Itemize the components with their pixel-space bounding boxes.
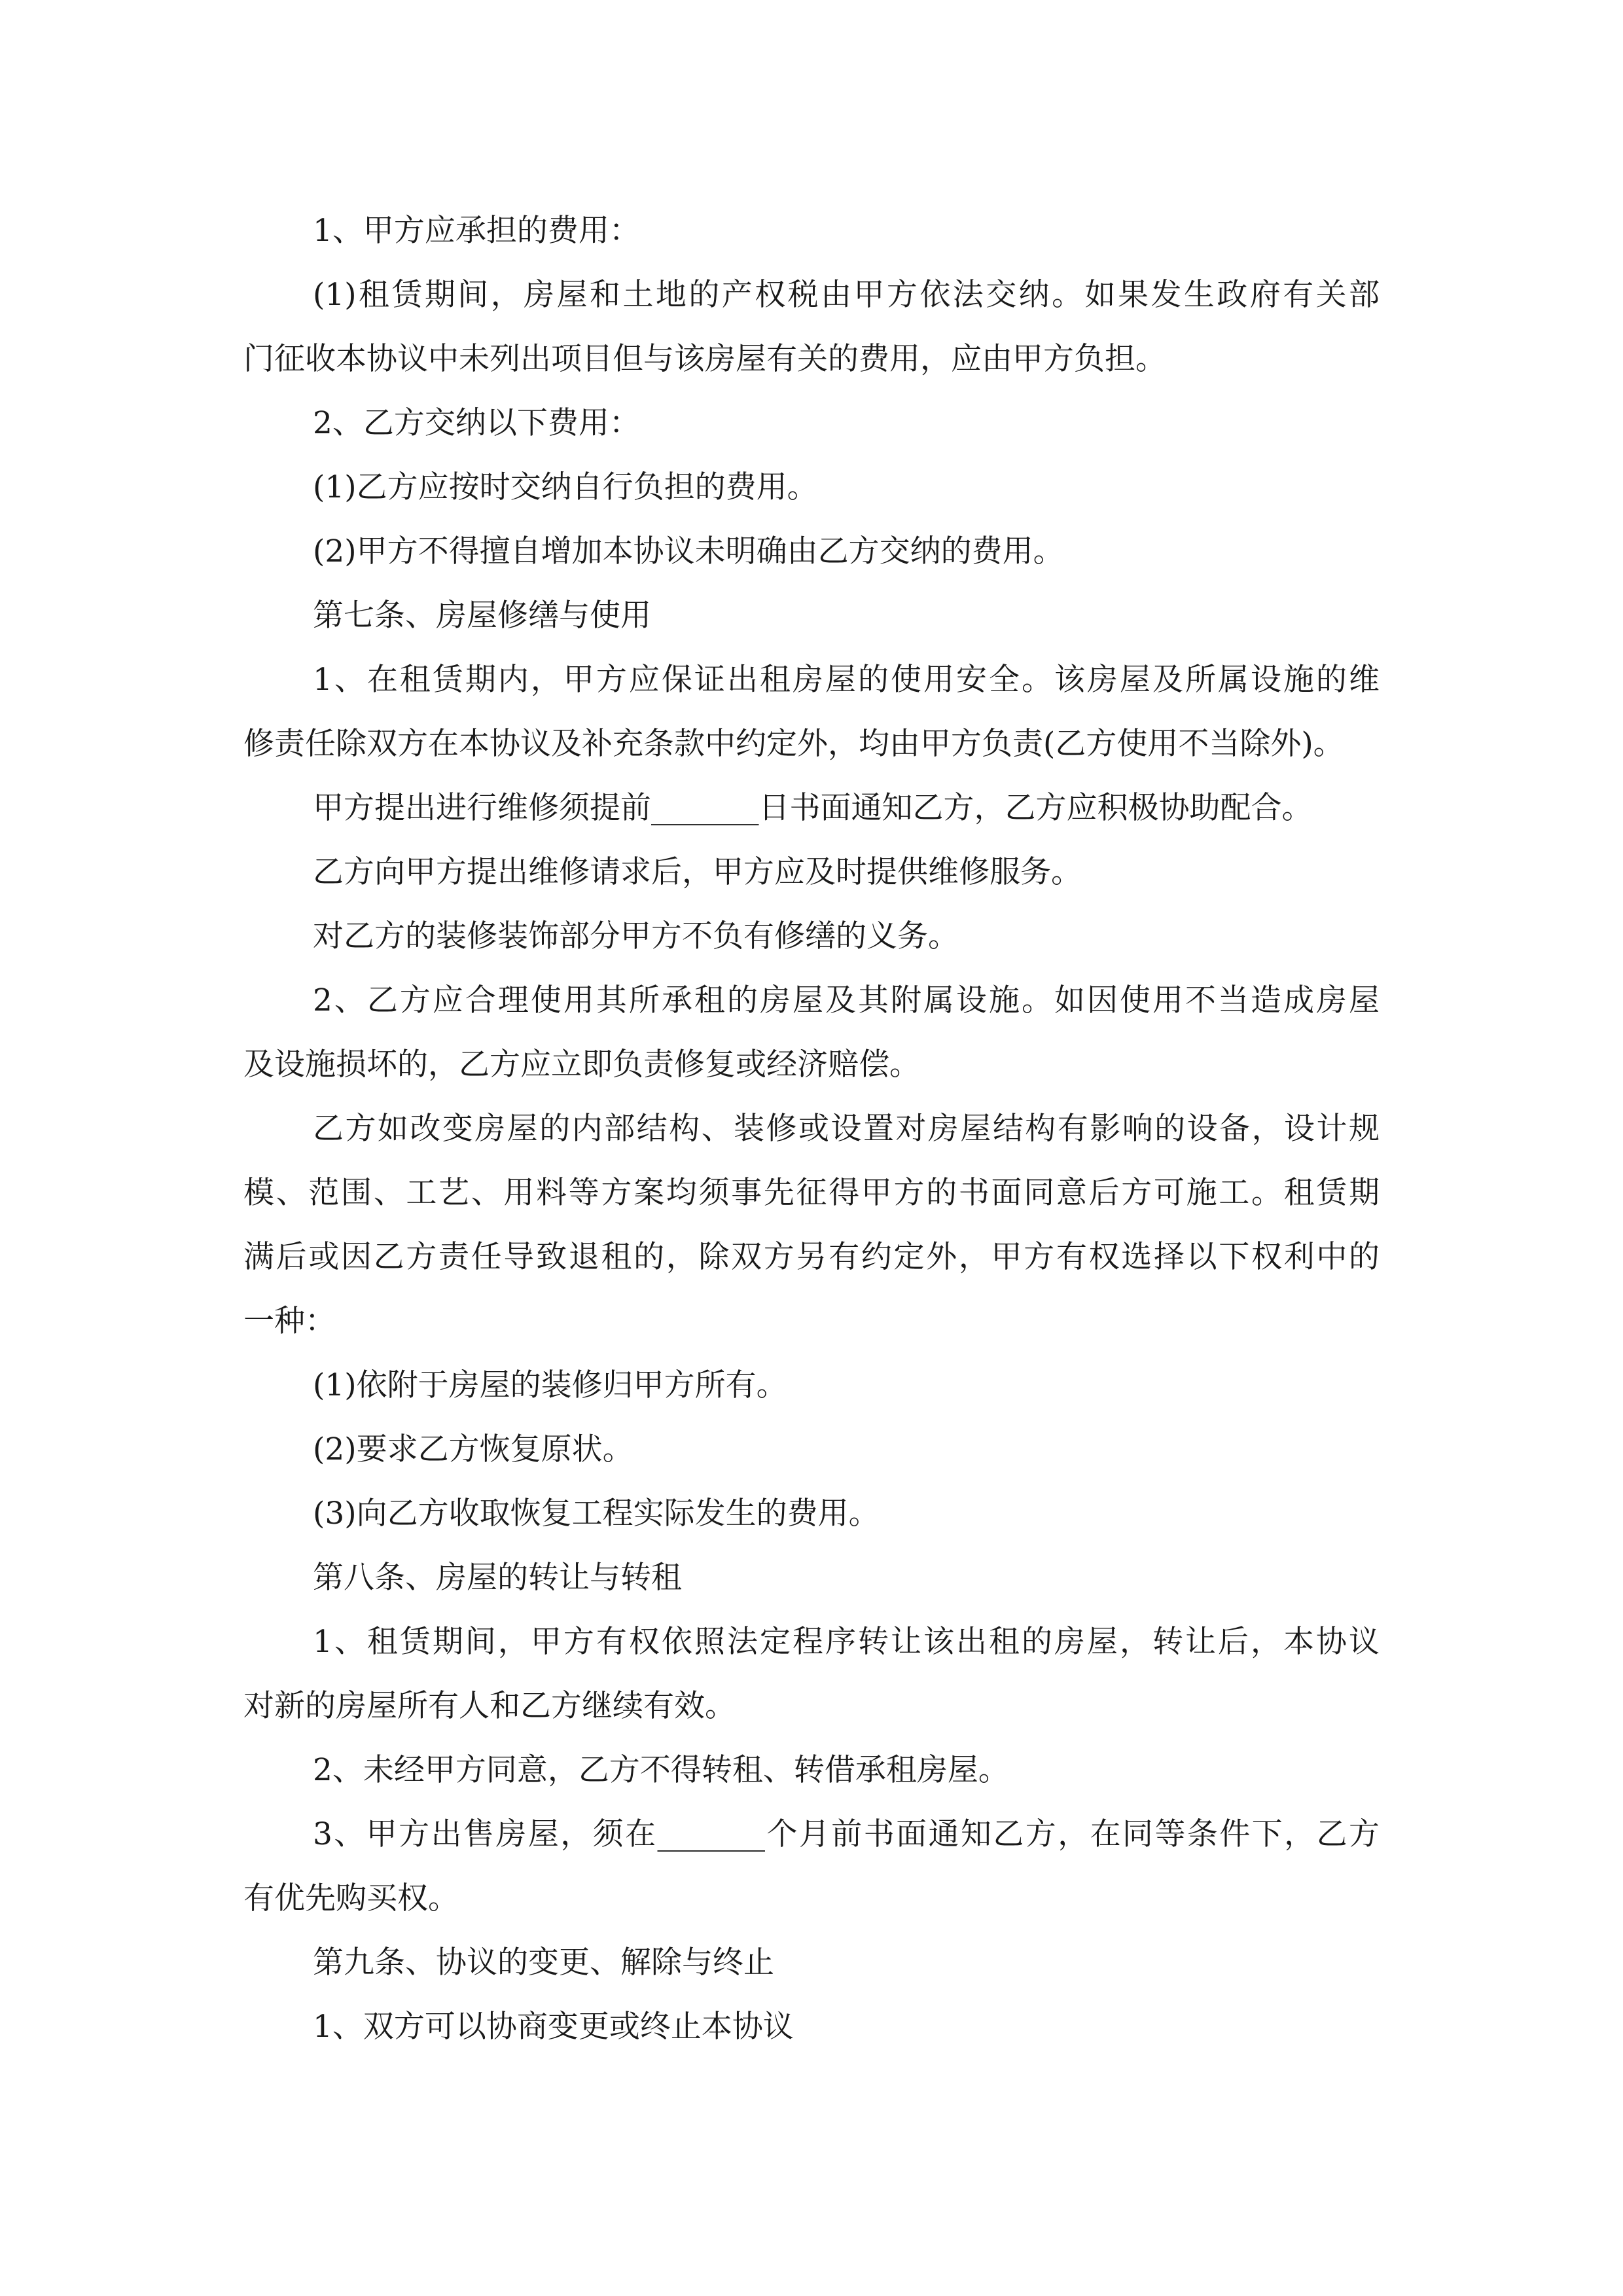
text-line: 1、在租赁期内，甲方应保证出租房屋的使用安全。该房屋及所属设施的维 <box>313 662 1380 698</box>
text-line: 修责任除双方在本协议及补充条款中约定外，均由甲方负责(乙方使用不当除外)。 <box>243 726 1344 762</box>
text-line: 对新的房屋所有人和乙方继续有效。 <box>243 1688 736 1724</box>
text-line: 2、乙方交纳以下费用： <box>313 405 640 441</box>
section-heading <box>243 1931 1380 1995</box>
clause-paragraph <box>243 263 1380 391</box>
clause-paragraph <box>243 391 1380 456</box>
clause-paragraph <box>243 1418 1380 1482</box>
clause-paragraph <box>243 1610 1380 1738</box>
text-line: 及设施损坏的，乙方应立即负责修复或经济赔偿。 <box>243 1047 920 1083</box>
text-line: (2)甲方不得擅自增加本协议未明确由乙方交纳的费用。 <box>313 533 1064 569</box>
text-line: (3)向乙方收取恢复工程实际发生的费用。 <box>313 1496 880 1532</box>
text-line: (1)依附于房屋的装修归甲方所有。 <box>313 1367 787 1403</box>
text-line: 第九条、协议的变更、解除与终止 <box>313 1945 774 1981</box>
clause-paragraph <box>243 776 1380 840</box>
clause-paragraph <box>243 1803 1380 1931</box>
text-line: 第八条、房屋的转让与转租 <box>313 1560 682 1596</box>
clause-paragraph <box>243 905 1380 969</box>
clause-paragraph <box>243 1738 1380 1803</box>
text-line: 2、未经甲方同意，乙方不得转租、转借承租房屋。 <box>313 1752 1009 1788</box>
clause-paragraph <box>243 1482 1380 1546</box>
clause-paragraph <box>243 520 1380 584</box>
text-line: 对乙方的装修装饰部分甲方不负有修缮的义务。 <box>313 918 959 954</box>
clause-paragraph <box>243 648 1380 776</box>
text-line: 模、范围、工艺、用料等方案均须事先征得甲方的书面同意后方可施工。租赁期 <box>243 1175 1380 1211</box>
text-line: (1)租赁期间，房屋和土地的产权税由甲方依法交纳。如果发生政府有关部 <box>313 277 1380 313</box>
clause-paragraph <box>243 1995 1380 2059</box>
section-heading <box>243 584 1380 648</box>
clause-paragraph <box>243 969 1380 1097</box>
clause-paragraph <box>243 1354 1380 1418</box>
text-line: 门征收本协议中未列出项目但与该房屋有关的费用，应由甲方负担。 <box>243 341 1166 377</box>
text-line: 1、租赁期间，甲方有权依照法定程序转让该出租的房屋，转让后，本协议 <box>313 1624 1380 1660</box>
clause-paragraph <box>243 199 1380 263</box>
clause-paragraph <box>243 1097 1380 1354</box>
text-line: (2)要求乙方恢复原状。 <box>313 1431 633 1467</box>
clause-paragraph <box>243 456 1380 520</box>
text-line: (1)乙方应按时交纳自行负担的费用。 <box>313 469 818 505</box>
text-line: 3、甲方出售房屋，须在_______个月前书面通知乙方，在同等条件下，乙方 <box>313 1816 1380 1852</box>
text-line: 1、甲方应承担的费用： <box>313 213 640 249</box>
section-heading <box>243 1546 1380 1610</box>
text-line: 1、双方可以协商变更或终止本协议 <box>313 2009 794 2045</box>
text-line: 甲方提出进行维修须提前_______日书面通知乙方，乙方应积极协助配合。 <box>313 790 1313 826</box>
text-line: 乙方向甲方提出维修请求后，甲方应及时提供维修服务。 <box>313 854 1082 890</box>
text-line: 乙方如改变房屋的内部结构、装修或设置对房屋结构有影响的设备，设计规 <box>313 1111 1380 1147</box>
text-line: 一种： <box>243 1303 336 1339</box>
text-line: 第七条、房屋修缮与使用 <box>313 598 651 634</box>
text-line: 满后或因乙方责任导致退租的，除双方另有约定外，甲方有权选择以下权利中的 <box>243 1239 1380 1275</box>
text-line: 2、乙方应合理使用其所承租的房屋及其附属设施。如因使用不当造成房屋 <box>313 982 1380 1018</box>
clause-paragraph <box>243 840 1380 905</box>
text-line: 有优先购买权。 <box>243 1880 459 1916</box>
